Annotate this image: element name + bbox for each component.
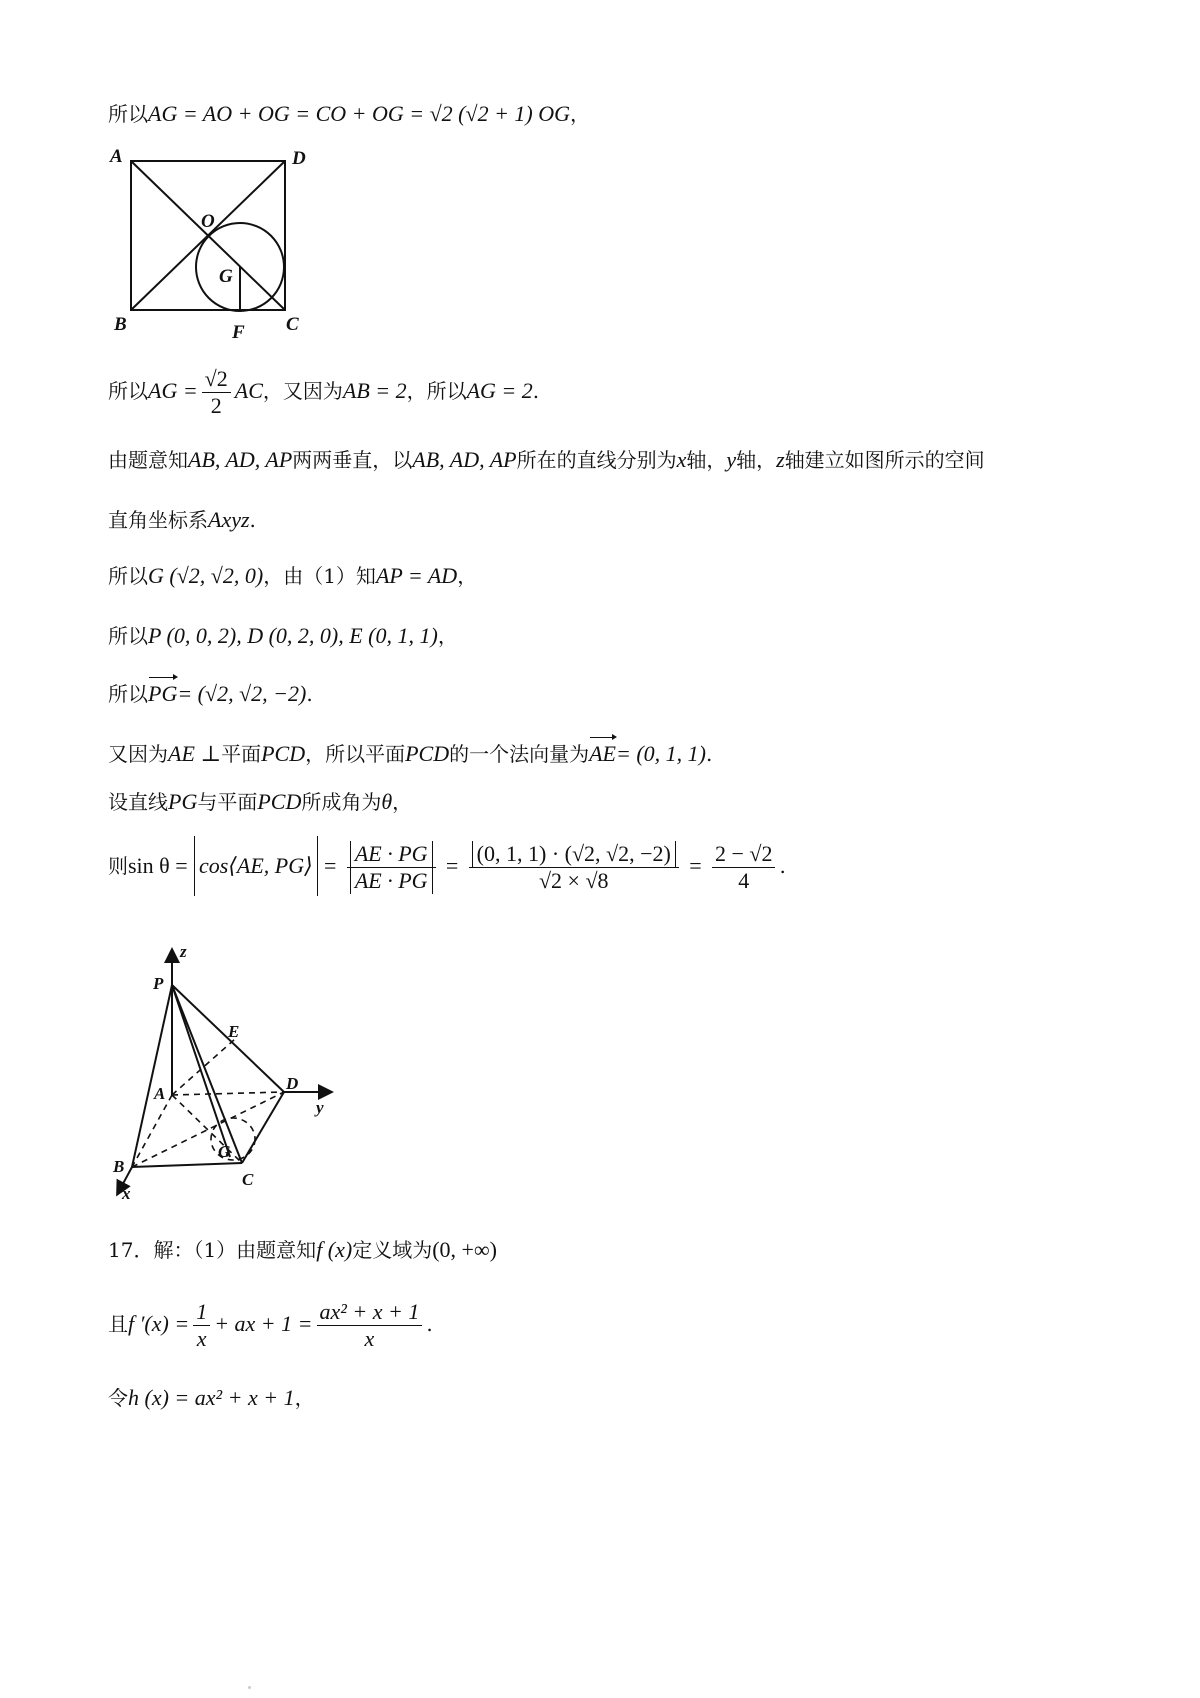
label-B: B — [114, 314, 127, 335]
formula: AG = — [148, 378, 198, 403]
formula: AB, AD, AP — [188, 447, 293, 472]
formula: + ax + 1 = — [214, 1311, 313, 1336]
punct: ， — [437, 624, 458, 648]
fraction-denominator: 2 — [210, 393, 222, 418]
text: 轴， — [686, 448, 727, 472]
formula: f ′(x) = — [128, 1311, 190, 1336]
equals: = — [445, 853, 459, 878]
punct: . — [306, 682, 313, 706]
label-G: G — [218, 1142, 231, 1161]
text: 轴建立如图所示的空间 — [784, 448, 985, 472]
formula: P (0, 0, 2), D (0, 2, 0), E (0, 1, 1) — [148, 623, 438, 648]
fraction-denominator: x — [364, 1326, 375, 1351]
formula: (0, +∞) — [432, 1237, 497, 1262]
text: 轴， — [736, 448, 777, 472]
formula: h (x) = ax² + x + 1 — [128, 1385, 295, 1410]
text: 17．解：（1）由题意知 — [108, 1238, 317, 1262]
edge-ad — [172, 1092, 284, 1095]
fraction-3 — [712, 841, 775, 894]
punct: . — [779, 854, 786, 878]
formula: PCD — [261, 741, 306, 766]
label-A: A — [110, 146, 123, 167]
punct: ， — [570, 102, 591, 126]
fraction-denominator: AE · PG — [350, 868, 433, 894]
formula: AP = AD — [375, 563, 458, 588]
formula: sin θ = — [128, 853, 188, 878]
label-E: E — [228, 1022, 240, 1041]
fraction-numerator: √2 — [202, 366, 231, 393]
text-line-4 — [108, 506, 256, 534]
text: 所成角为 — [301, 790, 382, 814]
text-line-5 — [108, 562, 477, 590]
text: ，又因为 — [262, 379, 343, 403]
text: 平面 — [221, 742, 262, 766]
formula: = (√2, √2, −2) — [177, 681, 307, 706]
label-F: F — [232, 322, 245, 343]
formula: AB = 2 — [342, 378, 407, 403]
fraction-numerator: 1 — [193, 1299, 210, 1326]
text: 所在的直线分别为 — [516, 448, 677, 472]
text-line-11 — [108, 1236, 497, 1264]
figure-pyramid-3d — [100, 935, 360, 1205]
formula: AG = 2 — [466, 378, 533, 403]
label-P: P — [153, 974, 164, 993]
fraction-numerator: 2 − √2 — [712, 841, 775, 868]
text-line-10 — [108, 836, 786, 896]
formula: PG — [168, 789, 198, 814]
text: 两两垂直，以 — [292, 448, 413, 472]
formula-abs-cos: cos⟨AE, PG⟩ — [194, 836, 318, 896]
punct: . — [705, 742, 713, 766]
text-line-9 — [108, 788, 412, 816]
formula: PCD — [257, 789, 302, 814]
label-z: z — [180, 942, 187, 961]
formula: = (0, 1, 1) — [615, 741, 706, 766]
diag-ac — [172, 1095, 242, 1163]
fraction-numerator: (0, 1, 1) · (√2, √2, −2) — [472, 841, 676, 867]
text: 所以 — [108, 564, 148, 588]
edge-bc — [132, 1163, 242, 1167]
text-line-7 — [108, 680, 313, 708]
fraction-1-over-x — [193, 1299, 210, 1352]
text-line-3 — [108, 446, 985, 474]
label-D: D — [292, 148, 306, 169]
fraction-derivative — [317, 1299, 423, 1352]
text-line-12 — [108, 1296, 433, 1352]
text: 且 — [108, 1312, 128, 1336]
punct: ， — [294, 1386, 315, 1410]
formula: Axyz — [208, 507, 250, 532]
text: 定义域为 — [352, 1238, 433, 1262]
formula: y — [726, 447, 737, 472]
punct: ， — [392, 790, 413, 814]
label-B: B — [113, 1157, 125, 1176]
text: 所以 — [108, 102, 148, 126]
punct: . — [532, 379, 540, 403]
formula: PCD — [405, 741, 450, 766]
edge-ab — [132, 1095, 172, 1167]
formula: z — [776, 447, 785, 472]
formula: AE ⊥ — [168, 741, 222, 766]
text: 由题意知 — [108, 448, 188, 472]
label-x: x — [122, 1184, 131, 1203]
formula: f (x) — [316, 1237, 353, 1262]
fraction-1 — [347, 841, 436, 894]
text: 的一个法向量为 — [449, 742, 590, 766]
vector-ae: AE — [589, 741, 616, 766]
text: 令 — [108, 1386, 128, 1410]
punct: ， — [457, 564, 478, 588]
fraction-denominator: √2 × √8 — [538, 868, 609, 893]
formula: AB, AD, AP — [412, 447, 517, 472]
text: 则 — [108, 854, 128, 878]
punct: . — [249, 508, 256, 532]
text: ，由（1）知 — [263, 564, 376, 588]
text: 直角坐标系 — [108, 508, 208, 532]
text: 与平面 — [197, 790, 258, 814]
vector-pg: PG — [148, 681, 178, 706]
edge-pb — [132, 985, 172, 1167]
fraction-denominator: 4 — [738, 868, 750, 893]
text-line-1 — [108, 100, 590, 128]
text-line-13 — [108, 1384, 315, 1412]
label-C: C — [242, 1170, 254, 1189]
text-line-2 — [108, 364, 539, 419]
label-G: G — [219, 266, 233, 287]
figure-square-circle — [100, 140, 340, 350]
text: 所以 — [108, 379, 148, 403]
fraction-numerator: AE · PG — [350, 841, 433, 867]
formula: AC — [234, 378, 263, 403]
label-A: A — [154, 1084, 166, 1103]
text: 所以 — [108, 624, 148, 648]
fraction-2 — [469, 841, 679, 894]
formula: AG = AO + OG = CO + OG = √2 (√2 + 1) OG — [148, 101, 571, 126]
label-D: D — [286, 1074, 299, 1093]
text-line-6 — [108, 622, 458, 650]
formula: x — [676, 447, 687, 472]
text: ，所以平面 — [305, 742, 406, 766]
text: 所以 — [108, 682, 148, 706]
fraction-numerator: ax² + x + 1 — [317, 1299, 423, 1326]
text: 设直线 — [108, 790, 168, 814]
fraction-denominator: x — [196, 1326, 207, 1351]
formula: G (√2, √2, 0) — [148, 563, 264, 588]
line-pg — [172, 985, 230, 1157]
label-y: y — [316, 1098, 324, 1117]
edge-pc — [172, 985, 242, 1163]
text: ，所以 — [406, 379, 467, 403]
equals: = — [324, 853, 337, 878]
scan-dot — [248, 1686, 251, 1689]
text-line-8 — [108, 740, 712, 768]
formula: θ — [381, 789, 393, 814]
equals: = — [689, 853, 702, 878]
fraction — [202, 366, 231, 419]
label-O: O — [201, 211, 215, 232]
label-C: C — [286, 314, 299, 335]
punct: . — [426, 1312, 433, 1336]
text: 又因为 — [108, 742, 168, 766]
